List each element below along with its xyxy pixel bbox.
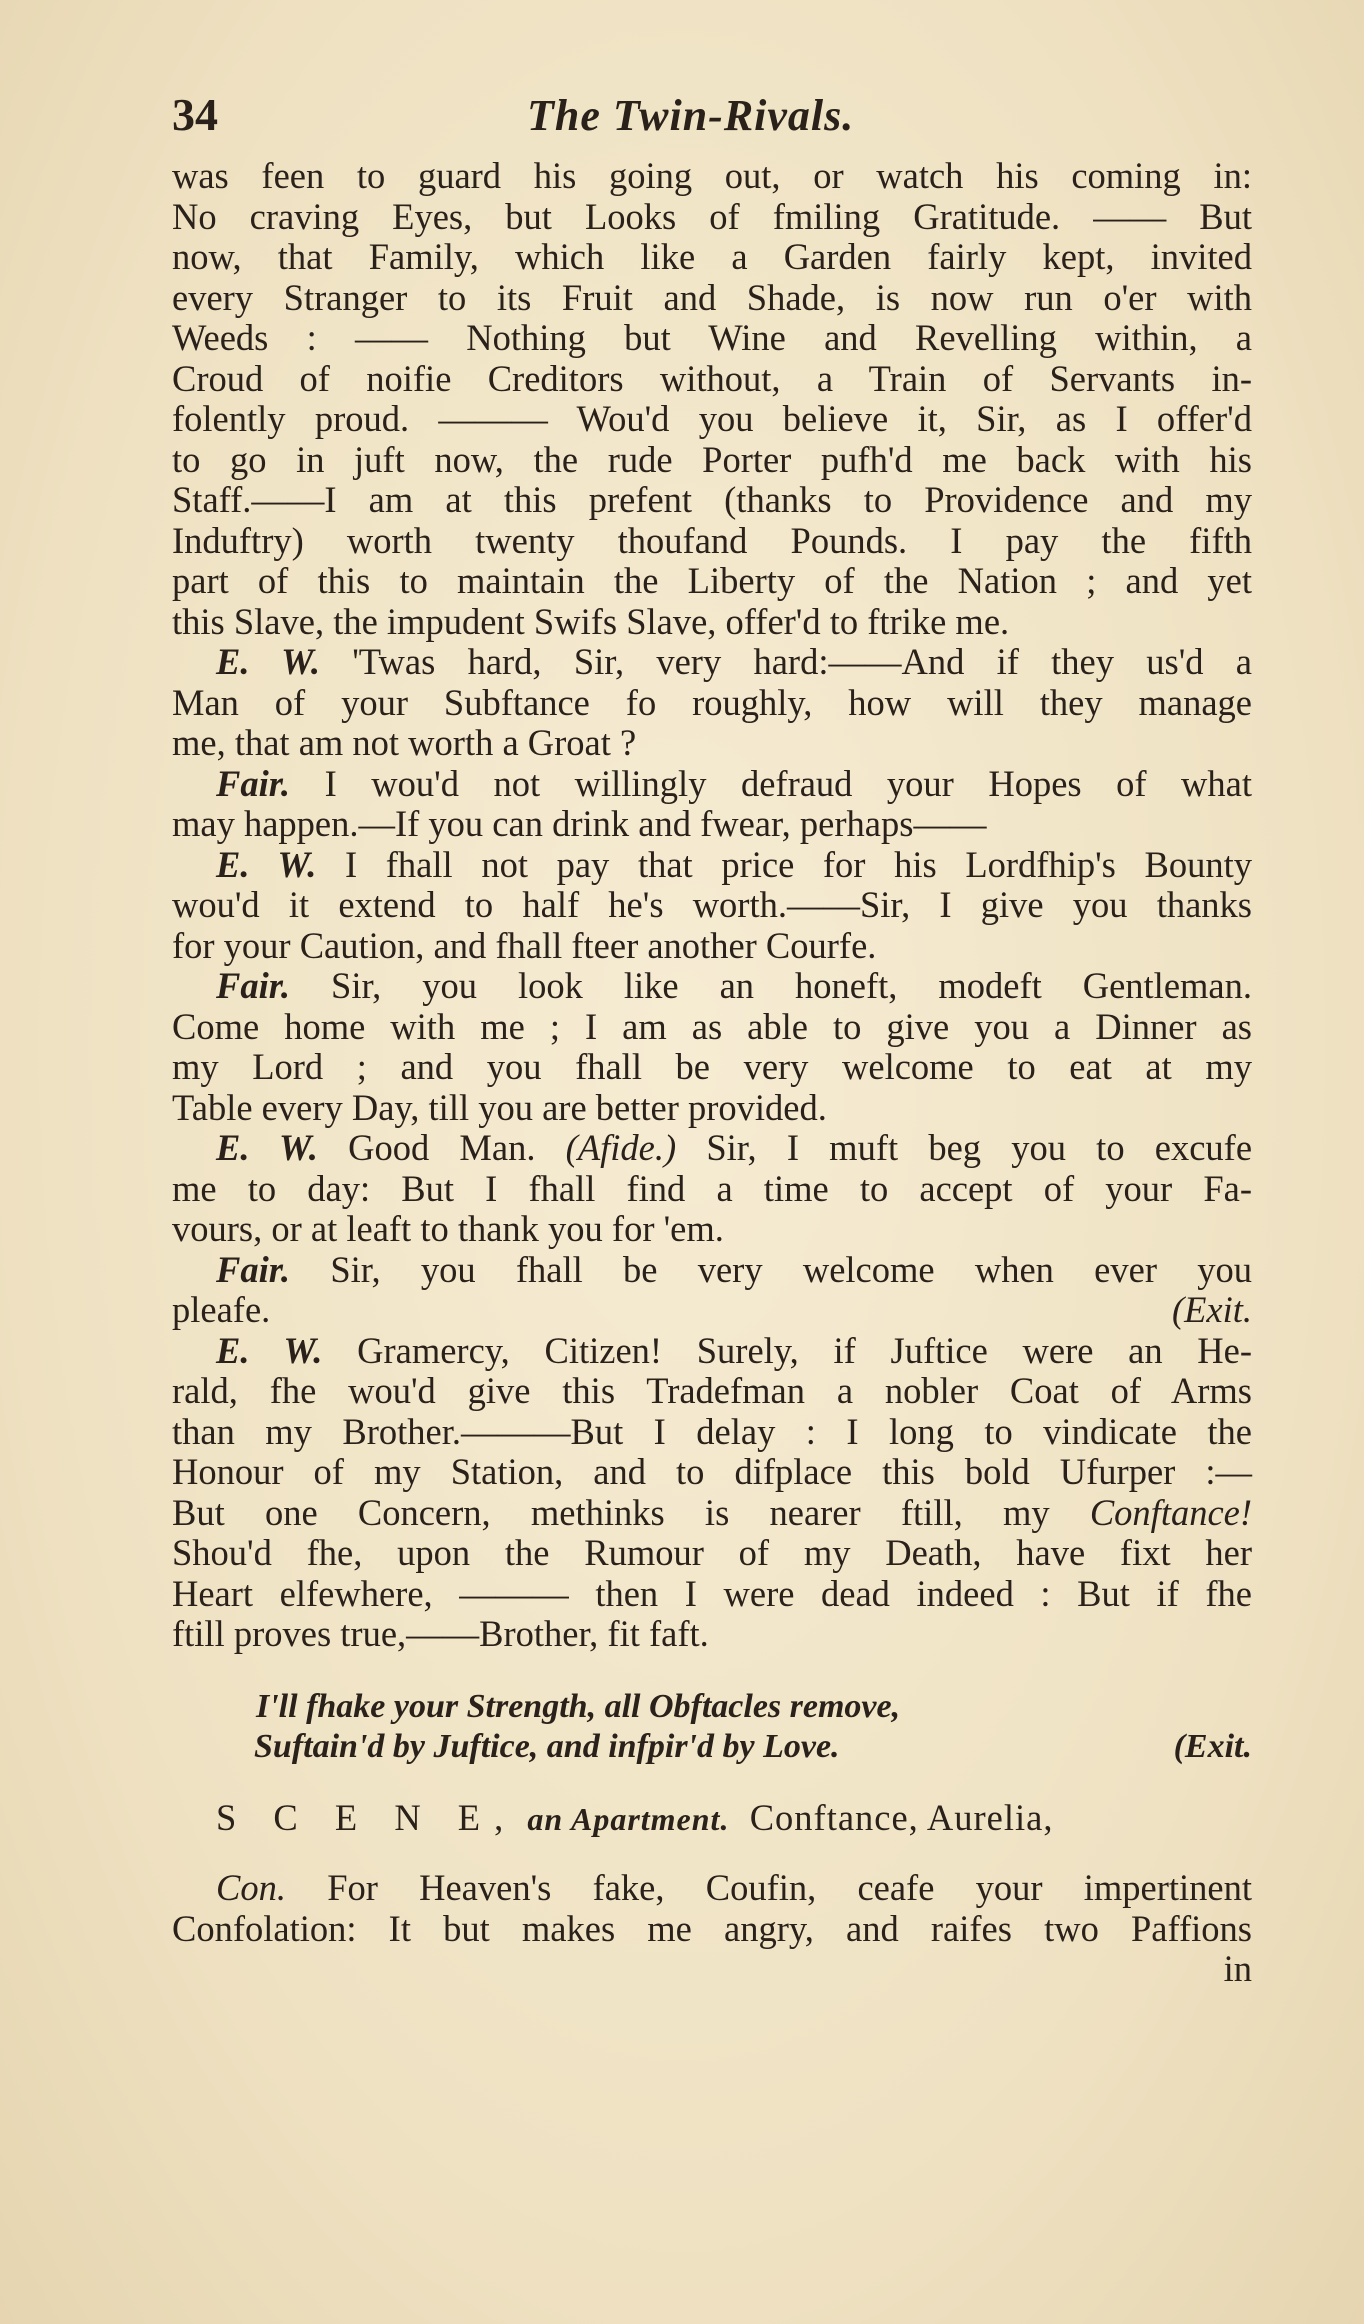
speech-line — [172, 1493, 1252, 1534]
running-title: The Twin-Rivals. — [527, 91, 855, 140]
stage-direction: (Afide.) — [565, 1127, 677, 1168]
speech-line: ftill proves true,——Brother, fit faft. — [172, 1613, 709, 1654]
verse-line: I'll fhake your Strength, all Obftacles remove, — [256, 1687, 901, 1725]
text-line: Croud of noifie Creditors without, a Train of Servants in- — [172, 357, 1252, 399]
stage-direction-exit: (Exit. — [1173, 1728, 1252, 1765]
scene-heading — [172, 1798, 1252, 1839]
speech-line: me, that am not worth a Groat ? — [172, 722, 637, 763]
spacer — [172, 1768, 1252, 1798]
speech-line — [172, 1290, 1252, 1331]
text-line: was feen to guard his going out, or watch his coming in: — [172, 155, 1252, 196]
text-line: part of this to maintain the Liberty of the Nation ; and yet — [172, 560, 1252, 601]
speech-line — [172, 845, 1252, 886]
speech-line: Shou'd fhe, upon the Rumour of my Death, have fixt her — [172, 1532, 1252, 1573]
speech-line: rald, fhe wou'd give this Tradefman a nobler Coat of Arms — [172, 1370, 1252, 1411]
text-line: every Stranger to its Fruit and Shade, is now run o'er with — [172, 276, 1252, 318]
speech-line: may happen.—If you can drink and fwear, perhaps—— — [172, 803, 987, 844]
speaker-name: E. W. — [216, 1329, 323, 1371]
speech-text: 'Twas hard, Sir, very hard:——And if they us'd a — [352, 641, 1252, 682]
speech-line: Come home with me ; I am as able to give you a Dinner as — [172, 1005, 1252, 1047]
speech-line — [172, 1250, 1252, 1291]
speaker-name: E. W. — [216, 843, 317, 885]
text-line: to go in juft now, the rude Porter pufh'd me back with his — [172, 438, 1252, 480]
speech-text: But one Concern, methinks is nearer ftill, my — [172, 1491, 1050, 1533]
speech-line — [172, 1128, 1252, 1169]
speech-line: my Lord ; and you fhall be very welcome to eat at my — [172, 1046, 1252, 1087]
speaker-name: Fair. — [216, 1248, 291, 1290]
spacer — [172, 1655, 1252, 1687]
speech-line: vours, or at leaft to thank you for 'em. — [172, 1208, 724, 1249]
speech-text: For Heaven's fake, Coufin, ceafe your impertinent — [327, 1867, 1253, 1908]
speech-line: me to day: But I fhall find a time to accept of your Fa- — [172, 1167, 1252, 1209]
text-line: Weeds : —— Nothing but Wine and Revelling within, a — [172, 317, 1252, 358]
verse-text: Suftain'd by Juftice, and infpir'd by Love. — [254, 1728, 840, 1765]
spacer — [172, 1838, 1252, 1868]
speech-text: Sir, you fhall be very welcome when ever you — [330, 1248, 1252, 1290]
speech-text: Sir, you look like an honeft, modeft Gentleman. — [331, 965, 1252, 1006]
text-line: this Slave, the impudent Swifs Slave, offer'd to ftrike me. — [172, 600, 1010, 642]
speech-line — [172, 764, 1252, 805]
text-line: folently proud. ——— Wou'd you believe it, Sir, as I offer'd — [172, 398, 1252, 439]
speech-text: Gramercy, Citizen! Surely, if Juftice were an He- — [357, 1329, 1252, 1371]
speaker-name: Fair. — [216, 762, 291, 804]
speech-line — [172, 1868, 1252, 1909]
speech-line — [172, 1331, 1252, 1372]
speech-text: Sir, I muft beg you to excufe — [706, 1127, 1253, 1168]
body-text — [172, 156, 1252, 1990]
emphasis-name: Conftance! — [1089, 1491, 1253, 1533]
stage-direction-exit: (Exit. — [1171, 1289, 1252, 1330]
text-line: now, that Family, which like a Garden fairly kept, invited — [172, 236, 1252, 277]
speech-line: Confolation: It but makes me angry, and raifes two Paffions — [172, 1907, 1252, 1949]
speech-text: pleafe. — [172, 1289, 271, 1330]
speech-line: Heart elfewhere, ——— then I were dead indeed : But if fhe — [172, 1572, 1252, 1614]
text-line: Staff.——I am at this prefent (thanks to Providence and my — [172, 479, 1252, 520]
scene-characters: Conftance, Aurelia, — [749, 1796, 1054, 1838]
speaker-name: E. W. — [216, 641, 320, 682]
speech-text: I fhall not pay that price for his Lordfhip's Bounty — [344, 843, 1253, 885]
speech-line — [172, 966, 1252, 1007]
text-line: Induftry) worth twenty thoufand Pounds. I pay the fifth — [172, 519, 1252, 561]
speech-line: than my Brother.———But I delay : I long to vindicate the — [172, 1410, 1252, 1452]
speech-line — [172, 642, 1252, 683]
catchword: in — [1223, 1948, 1252, 1989]
speaker-name: Con. — [216, 1867, 286, 1908]
page-number: 34 — [172, 89, 218, 140]
text-line: No craving Eyes, but Looks of fmiling Gratitude. —— But — [172, 195, 1252, 237]
speech-line: Honour of my Station, and to difplace this bold Ufurper :— — [172, 1451, 1252, 1492]
speaker-name: E. W. — [216, 1127, 318, 1168]
speech-text: Good Man. — [348, 1127, 536, 1168]
page-header — [172, 88, 1252, 148]
speech-line: for your Caution, and fhall fteer another Courfe. — [172, 924, 877, 966]
speech-text: I wou'd not willingly defraud your Hopes of what — [324, 762, 1253, 804]
speech-line: wou'd it extend to half he's worth.——Sir, I give you thanks — [172, 884, 1252, 925]
speech-line: Table every Day, till you are better provided. — [172, 1086, 827, 1128]
speaker-name: Fair. — [216, 965, 291, 1006]
verse-line — [172, 1727, 1252, 1768]
scene-label: S C E N E, — [216, 1796, 518, 1838]
scene-setting: an Apartment. — [527, 1800, 730, 1837]
speech-line: Man of your Subftance fo roughly, how will they manage — [172, 681, 1252, 723]
